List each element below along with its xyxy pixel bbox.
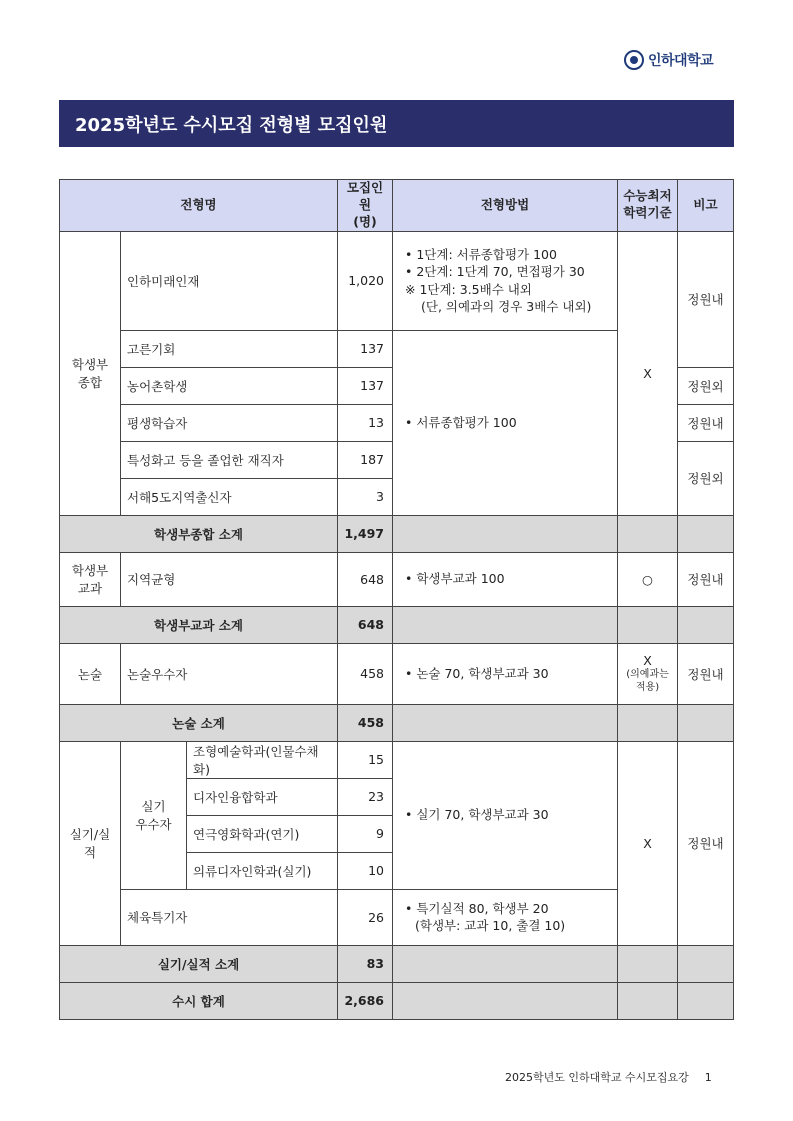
header-type: 전형명	[60, 180, 338, 232]
table-header-row	[60, 180, 734, 232]
subtotal-label: 학생부교과 소계	[60, 606, 338, 643]
quota-note: 정원내	[678, 404, 734, 441]
subtotal-row	[60, 945, 734, 982]
quota-note: 정원외	[678, 367, 734, 404]
track-count: 13	[338, 404, 393, 441]
subtotal-row	[60, 704, 734, 741]
track-name: 디자인융합학과	[187, 778, 338, 815]
track-count: 458	[338, 643, 393, 704]
header-csat: 수능최저 학력기준	[618, 180, 678, 232]
subcategory-practical: 실기 우수자	[121, 741, 187, 889]
track-count: 9	[338, 815, 393, 852]
header-note: 비고	[678, 180, 734, 232]
track-name: 평생학습자	[121, 404, 338, 441]
subtotal-row	[60, 515, 734, 552]
category-essay: 논술	[60, 643, 121, 704]
track-name: 지역균형	[121, 552, 338, 606]
table-row	[60, 741, 734, 778]
track-name: 고른기회	[121, 330, 338, 367]
university-emblem-icon	[624, 50, 644, 70]
track-count: 15	[338, 741, 393, 778]
track-method: • 서류종합평가 100	[393, 330, 618, 515]
university-logo	[624, 48, 713, 72]
track-count: 3	[338, 478, 393, 515]
quota-note: 정원내	[678, 231, 734, 367]
table-row	[60, 231, 734, 330]
subtotal-value: 458	[338, 704, 393, 741]
track-method: • 실기 70, 학생부교과 30	[393, 741, 618, 889]
subtotal-value: 1,497	[338, 515, 393, 552]
csat-requirement: X (의예과는 적용)	[618, 643, 678, 704]
footer-text: 2025학년도 인하대학교 수시모집요강	[505, 1071, 689, 1084]
total-value: 2,686	[338, 982, 393, 1019]
quota-note: 정원내	[678, 741, 734, 945]
category-practical: 실기/실적	[60, 741, 121, 945]
track-name: 인하미래인재	[121, 231, 338, 330]
track-name: 의류디자인학과(실기)	[187, 852, 338, 889]
track-count: 23	[338, 778, 393, 815]
header-method: 전형방법	[393, 180, 618, 232]
track-count: 1,020	[338, 231, 393, 330]
logo-text: 인하대학교	[648, 53, 714, 69]
page-title: 2025학년도 수시모집 전형별 모집인원	[59, 100, 734, 147]
csat-requirement: X	[618, 741, 678, 945]
quota-note: 정원내	[678, 643, 734, 704]
quota-note: 정원외	[678, 441, 734, 515]
track-count: 26	[338, 889, 393, 945]
track-name: 논술우수자	[121, 643, 338, 704]
table-row	[60, 643, 734, 704]
track-name: 특성화고 등을 졸업한 재직자	[121, 441, 338, 478]
total-row	[60, 982, 734, 1019]
category-comprehensive: 학생부 종합	[60, 231, 121, 515]
track-name: 조형예술학과(인물수채화)	[187, 741, 338, 778]
total-label: 수시 합계	[60, 982, 338, 1019]
track-name: 농어촌학생	[121, 367, 338, 404]
track-name: 체육특기자	[121, 889, 338, 945]
track-method: • 학생부교과 100	[393, 552, 618, 606]
admission-quota-table	[59, 179, 734, 1020]
track-name: 연극영화학과(연기)	[187, 815, 338, 852]
track-count: 648	[338, 552, 393, 606]
track-count: 187	[338, 441, 393, 478]
csat-requirement: ○	[618, 552, 678, 606]
subtotal-row	[60, 606, 734, 643]
page-number: 1	[704, 1071, 712, 1084]
track-count: 137	[338, 330, 393, 367]
header-count: 모집인원 (명)	[338, 180, 393, 232]
csat-requirement: X	[618, 231, 678, 515]
table-row	[60, 552, 734, 606]
track-count: 10	[338, 852, 393, 889]
page-footer	[505, 1069, 712, 1085]
quota-note: 정원내	[678, 552, 734, 606]
track-method: • 1단계: 서류종합평가 100 • 2단계: 1단계 70, 면접평가 30 ※ 1단계: 3.5배수 내외 (단, 의예과의 경우 3배수 내외)	[393, 231, 618, 330]
track-method: • 특기실적 80, 학생부 20 (학생부: 교과 10, 출결 10)	[393, 889, 618, 945]
subtotal-value: 648	[338, 606, 393, 643]
subtotal-label: 실기/실적 소계	[60, 945, 338, 982]
track-name: 서해5도지역출신자	[121, 478, 338, 515]
track-count: 137	[338, 367, 393, 404]
subtotal-value: 83	[338, 945, 393, 982]
track-method: • 논술 70, 학생부교과 30	[393, 643, 618, 704]
subtotal-label: 논술 소계	[60, 704, 338, 741]
subtotal-label: 학생부종합 소계	[60, 515, 338, 552]
category-subject: 학생부 교과	[60, 552, 121, 606]
